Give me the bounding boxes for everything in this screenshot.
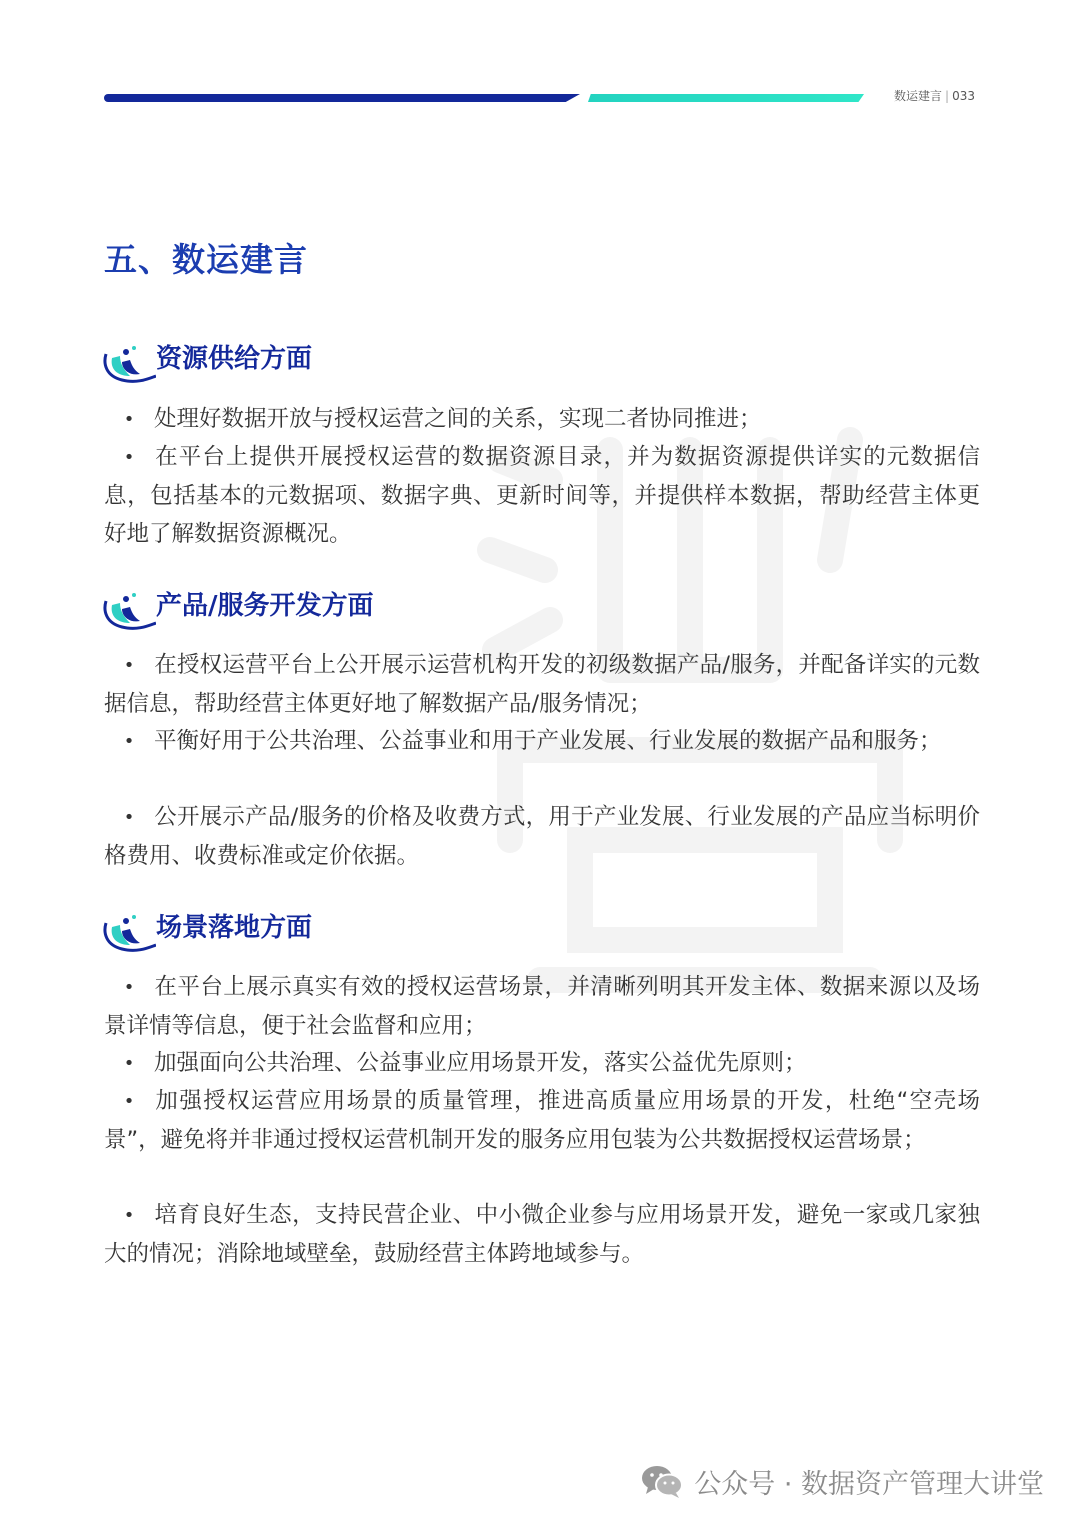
- bullet-text: 平衡好用于公共治理、公益事业和用于产业发展、行业发展的数据产品和服务；: [154, 728, 942, 754]
- page-title: 五、数运建言: [104, 240, 308, 279]
- wechat-icon: [640, 1464, 684, 1498]
- bullet-text: 加强授权运营应用场景的质量管理，推进高质量应用场景的开发，杜绝“空壳场景”，避免将并非通过授权运营机制开发的服务应用包装为公共数据授权运营场景；: [104, 1088, 980, 1153]
- bullet-item: [104, 722, 980, 761]
- wave-logo-icon: [100, 909, 156, 953]
- section-heading-text: 产品/服务开发方面: [156, 590, 374, 621]
- bullet-dot: •: [123, 409, 135, 430]
- section-heading-text: 场景落地方面: [156, 912, 313, 943]
- footer-text: 公众号 · 数据资产管理大讲堂: [694, 1468, 1044, 1500]
- bullet-item: [104, 1082, 980, 1159]
- wave-logo-icon: [100, 340, 156, 384]
- bullet-item: [104, 798, 980, 875]
- bullet-text: 培育良好生态，支持民营企业、中小微企业参与应用场景开发，避免一家或几家独大的情况；消除地域壁垒，鼓励经营主体跨地域参与。: [104, 1202, 980, 1267]
- bullet-item: [104, 968, 980, 1045]
- section-heading-text: 资源供给方面: [156, 343, 313, 374]
- bullet-text: 处理好数据开放与授权运营之间的关系，实现二者协同推进；: [154, 406, 762, 432]
- bullet-text: 在平台上展示真实有效的授权运营场景，并清晰列明其开发主体、数据来源以及场景详情等信息，便于社会监督和应用；: [104, 974, 980, 1039]
- running-header: [894, 87, 975, 104]
- bullet-dot: •: [123, 447, 135, 468]
- running-header-separator: |: [945, 89, 950, 103]
- wave-logo-icon: [100, 587, 156, 631]
- section-heading-product-service: [100, 587, 374, 631]
- bullet-dot: •: [123, 1053, 135, 1074]
- running-header-chapter: 数运建言: [894, 89, 943, 103]
- bullet-dot: •: [123, 1205, 135, 1226]
- bullet-text: 在授权运营平台上公开展示运营机构开发的初级数据产品/服务，并配备详实的元数据信息，帮助经营主体更好地了解数据产品/服务情况；: [104, 652, 980, 717]
- bullet-dot: •: [123, 977, 135, 998]
- section-heading-resource-supply: [100, 340, 312, 384]
- bullet-item: [104, 646, 980, 723]
- bullet-item: [104, 438, 980, 553]
- page-number: 033: [952, 89, 975, 103]
- bullet-item: [104, 1196, 980, 1273]
- bullet-text: 加强面向公共治理、公益事业应用场景开发，落实公益优先原则；: [154, 1050, 807, 1076]
- bullet-text: 在平台上提供开展授权运营的数据资源目录，并为数据资源提供详实的元数据信息，包括基本的元数据项、数据字典、更新时间等，并提供样本数据，帮助经营主体更好地了解数据资源概况。: [104, 444, 980, 547]
- bullet-dot: •: [123, 1091, 135, 1112]
- bullet-text: 公开展示产品/服务的价格及收费方式，用于产业发展、行业发展的产品应当标明价格费用、收费标准或定价依据。: [104, 804, 980, 869]
- footer-account[interactable]: [640, 1461, 1044, 1501]
- header-bar-dark: [104, 94, 580, 102]
- bullet-item: [104, 1044, 980, 1083]
- bullet-dot: •: [123, 807, 135, 828]
- bullet-item: [104, 400, 980, 439]
- bullet-dot: •: [123, 731, 135, 752]
- section-heading-scenario: [100, 909, 312, 953]
- bullet-dot: •: [123, 655, 135, 676]
- header-bar-teal: [588, 94, 864, 102]
